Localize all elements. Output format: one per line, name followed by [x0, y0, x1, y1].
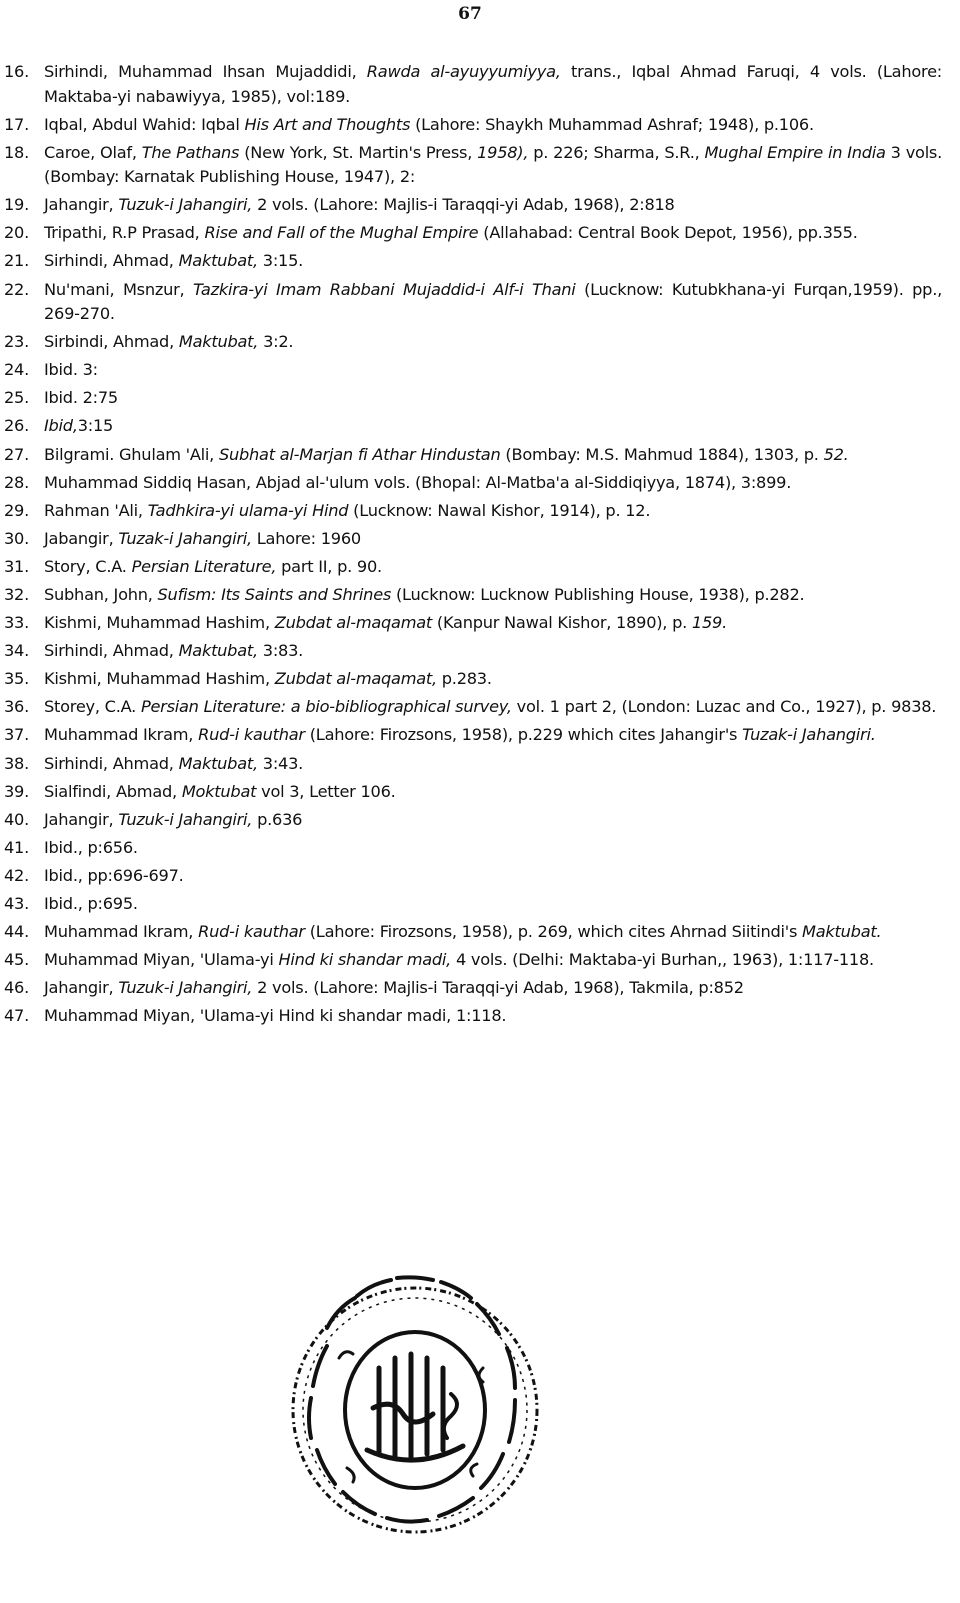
footnote-title-italic: Tadhkira-yi ulama-yi Hind [147, 500, 349, 520]
footnote-text [44, 193, 942, 218]
footnote-list [4, 60, 942, 1033]
footnote-text-run: (New York, St. Martin's Press, [239, 142, 478, 162]
footnote-text [44, 60, 942, 109]
footnote-number: 32. [4, 585, 29, 604]
footnote-title-italic: Maktubat. [802, 922, 882, 942]
footnote-number: 18. [4, 142, 29, 162]
footnote-number: 34. [4, 641, 29, 661]
footnote-text-run: Ibid., p:695. [44, 894, 138, 914]
footnote-title-italic: Maktubat, [178, 753, 258, 773]
footnote-number: 16. [4, 62, 29, 81]
calligraphy-seal [287, 1218, 543, 1602]
footnote-text-run: Subhan, John, [44, 585, 158, 604]
footnote-number: 25. [4, 388, 29, 408]
footnote-text-run: Kishmi, Muhammad Hashim, [44, 669, 275, 689]
seal-inner-oval [345, 1332, 485, 1488]
footnote-text-run: 4 vols. (Delhi: Maktaba-yi Burhan,, 1963), 1:117-118. [451, 950, 874, 970]
footnote-text [44, 752, 942, 777]
footnote-text-run: Jahangir, [44, 809, 119, 829]
footnote-title-italic: Zubdat al-maqamat [274, 613, 432, 633]
footnote-text [44, 920, 942, 945]
footnote-text-run: 2 vols. (Lahore: Majlis-i Taraqqi-yi Adab, 1968), 2:818 [252, 195, 675, 215]
footnote-text-run: Muhammad Ikram, [44, 725, 199, 745]
footnote-title-italic: Maktubat, [178, 332, 259, 352]
footnote-number: 37. [4, 725, 29, 745]
footnote-text [44, 780, 942, 805]
footnote-number: 43. [4, 894, 29, 914]
footnote-title-italic: Rud-i kauthar [198, 922, 305, 942]
footnote-text-run: (Lahore: Firozsons, 1958), p.229 which cites Jahangir's [304, 725, 743, 745]
footnote-number: 46. [4, 978, 29, 998]
footnote-item [4, 976, 942, 1001]
footnote-title-italic: Ibid, [44, 416, 78, 436]
footnote-number: 45. [4, 950, 29, 970]
footnote-item [4, 527, 942, 552]
footnote-item [4, 892, 942, 917]
footnote-number: 23. [4, 332, 29, 352]
footnote-text-run: (Bombay: M.S. Mahmud 1884), 1303, p. [500, 444, 824, 464]
footnote-title-italic: His Art and Thoughts [244, 114, 411, 134]
footnote-number: 22. [4, 279, 29, 299]
footnote-text-run: Muhammad Siddiq Hasan, Abjad al-'ulum vols. (Bhopal: Al-Matba'a al-Siddiqiyya, 1874), 3:899. [44, 472, 792, 492]
footnote-text [44, 113, 942, 138]
footnote-text [44, 892, 942, 917]
seal-inner-calligraphy [367, 1354, 463, 1460]
footnote-text [44, 527, 942, 552]
footnote-item [4, 443, 942, 468]
footnote-text [44, 667, 942, 692]
footnote-text [44, 808, 942, 833]
footnote-item [4, 808, 942, 833]
footnote-title-italic: Moktubat [181, 781, 257, 801]
footnote-text-run: Sirbindi, Ahmad, [44, 332, 179, 352]
footnote-text [44, 358, 942, 383]
footnote-text-run: 3:2. [258, 332, 294, 352]
footnote-text [44, 948, 942, 973]
footnote-text-run: p.636 [252, 809, 303, 829]
footnote-text-run: 2 vols. (Lahore: Majlis-i Taraqqi-yi Adab, 1968), Takmila, p:852 [252, 978, 744, 998]
footnote-text-run: Bilgrami. Ghulam 'Ali, [44, 444, 219, 464]
footnote-text-run: Nu'mani, Msnzur, [44, 279, 193, 299]
footnote-text [44, 221, 942, 246]
footnote-title-italic: Tuzuk-i Jahangiri, [118, 809, 253, 829]
footnote-item [4, 278, 942, 327]
footnote-title-italic: Zubdat al-maqamat, [274, 669, 437, 689]
footnote-title-italic: Rise and Fall of the Mughal Empire [204, 223, 479, 243]
footnote-item [4, 611, 942, 636]
footnote-text-run: (Lucknow: Nawal Kishor, 1914), p. 12. [348, 500, 651, 520]
footnote-text-run: Ibid., p:656. [44, 837, 138, 857]
footnote-title-italic: Tuzuk-i Jahangiri, [118, 195, 253, 215]
footnote-number: 28. [4, 472, 29, 492]
footnote-title-italic: The Pathans [141, 142, 240, 162]
footnote-item [4, 723, 942, 748]
footnote-title-italic: 52. [823, 444, 849, 464]
footnote-title-italic: Tuzak-i Jahangiri. [742, 725, 876, 745]
footnote-item [4, 141, 942, 190]
footnote-title-italic: 159. [691, 613, 727, 633]
footnote-text-run: Lahore: 1960 [251, 528, 361, 548]
footnote-text [44, 141, 942, 190]
footnote-item [4, 330, 942, 355]
footnote-number: 36. [4, 697, 29, 717]
footnote-text-run: Rahman 'Ali, [44, 500, 148, 520]
footnote-item [4, 60, 942, 109]
footnote-text-run: Jahangir, [44, 195, 119, 215]
footnote-number: 19. [4, 195, 29, 215]
footnote-text-run: Muhammad Ikram, [44, 922, 199, 942]
footnote-text-run: p.283. [436, 669, 492, 689]
footnote-text-run: Tripathi, R.P Prasad, [44, 223, 205, 243]
footnote-item [4, 948, 942, 973]
footnote-item [4, 1004, 942, 1029]
footnote-item [4, 920, 942, 945]
footnote-text [44, 249, 942, 274]
footnote-number: 20. [4, 223, 29, 243]
footnote-number: 42. [4, 865, 29, 885]
footnote-title-italic: Subhat al-Marjan fi Athar Hindustan [218, 444, 501, 464]
footnote-text-run: Sirhindi, Ahmad, [44, 753, 179, 773]
footnote-item [4, 471, 942, 496]
footnote-text-run: 3:15 [77, 416, 114, 436]
footnote-text [44, 443, 942, 468]
footnote-text [44, 330, 942, 355]
footnote-item [4, 667, 942, 692]
footnote-item [4, 695, 942, 720]
footnote-text-run: Iqbal, Abdul Wahid: Iqbal [44, 114, 245, 134]
footnote-title-italic: Tuzak-i Jahangiri, [118, 528, 252, 548]
footnote-text-run: Muhammad Miyan, 'Ulama-yi [44, 950, 279, 970]
footnote-number: 44. [4, 922, 29, 942]
footnote-title-italic: Maktubat, [178, 251, 258, 271]
footnote-number: 30. [4, 528, 29, 548]
footnote-number: 33. [4, 613, 29, 633]
footnote-text-run: Jabangir, [44, 528, 119, 548]
footnote-text-run: Sirhindi, Muhammad Ihsan Mujaddidi, [44, 62, 367, 81]
footnote-title-italic: Persian Literature, [131, 556, 277, 576]
footnote-text [44, 639, 942, 664]
footnote-text-run: (Lucknow: Lucknow Publishing House, 1938), p.282. [391, 585, 805, 604]
footnote-text-run: 3:43. [257, 753, 304, 773]
footnote-number: 27. [4, 444, 29, 464]
footnote-title-italic: Persian Literature: a bio-bibliographical survey, [140, 697, 512, 717]
footnote-title-italic: Maktubat, [178, 641, 258, 661]
footnote-title-italic: Rud-i kauthar [198, 725, 305, 745]
footnote-text-run: Jahangir, [44, 978, 119, 998]
footnote-text-run: Ibid. 3: [44, 360, 98, 380]
footnote-item [4, 358, 942, 383]
footnote-number: 29. [4, 500, 29, 520]
footnote-number: 38. [4, 753, 29, 773]
footnote-title-italic: Sufism: Its Saints and Shrines [157, 585, 392, 604]
footnote-text-run: Caroe, Olaf, [44, 142, 142, 162]
footnote-title-italic: Hind ki shandar madi, [278, 950, 452, 970]
footnote-number: 17. [4, 114, 29, 134]
footnote-item [4, 583, 942, 608]
footnote-item [4, 639, 942, 664]
footnote-title-italic: Rawda al-ayuyyumiyya, [366, 62, 561, 81]
footnote-title-italic: Tuzuk-i Jahangiri, [118, 978, 253, 998]
footnote-text-run: Sirhindi, Ahmad, [44, 641, 179, 661]
footnote-text [44, 414, 942, 439]
footnote-title-italic: Tazkira-yi Imam Rabbani Mujaddid-i Alf-i Thani [192, 279, 576, 299]
footnote-text-run: trans., Iqbal Ahmad Faruqi, 4 vols. (Lahore: Maktaba-yi nabawiyya, 1985), vol:189. [44, 62, 942, 106]
footnote-item [4, 414, 942, 439]
footnote-text-run: Sirhindi, Ahmad, [44, 251, 179, 271]
footnote-text-run: Ibid. 2:75 [44, 388, 118, 408]
footnote-number: 31. [4, 556, 29, 576]
footnote-text-run: vol 3, Letter 106. [256, 781, 396, 801]
footnote-item [4, 555, 942, 580]
footnote-number: 35. [4, 669, 29, 689]
footnote-text-run: Storey, C.A. [44, 697, 141, 717]
footnote-text-run: Ibid., pp:696-697. [44, 865, 184, 885]
footnote-text [44, 836, 942, 861]
footnote-item [4, 780, 942, 805]
footnote-text [44, 583, 942, 608]
footnote-text-run: (Lahore: Shaykh Muhammad Ashraf; 1948), p.106. [410, 114, 814, 134]
page-number: 67 [458, 4, 482, 24]
footnote-text-run: 3:83. [257, 641, 304, 661]
footnote-text [44, 723, 942, 748]
footnote-text [44, 695, 942, 720]
footnote-text [44, 864, 942, 889]
footnote-title-italic: Mughal Empire in India [704, 142, 886, 162]
footnote-item [4, 386, 942, 411]
footnote-text [44, 555, 942, 580]
footnote-text-run: p. 226; Sharma, S.R., [528, 142, 705, 162]
footnote-number: 47. [4, 1006, 29, 1026]
footnote-item [4, 752, 942, 777]
footnote-text-run: 3 vols. (Bombay: Karnatak Publishing House, 1947), 2: [44, 142, 943, 187]
footnote-number: 41. [4, 837, 29, 857]
footnote-text [44, 976, 942, 1001]
footnote-item [4, 836, 942, 861]
footnote-text [44, 471, 942, 496]
footnote-text-run: (Kanpur Nawal Kishor, 1890), p. [432, 613, 692, 633]
footnote-title-italic: 1958), [477, 142, 529, 162]
footnote-text [44, 499, 942, 524]
footnote-item [4, 193, 942, 218]
footnote-item [4, 249, 942, 274]
footnote-item [4, 221, 942, 246]
footnote-text-run: vol. 1 part 2, (London: Luzac and Co., 1927), p. 9838. [511, 697, 937, 717]
footnote-text [44, 611, 942, 636]
footnote-text-run: 3:15. [257, 251, 304, 271]
footnote-text [44, 1004, 942, 1029]
footnote-text-run: (Allahabad: Central Book Depot, 1956), pp.355. [478, 223, 858, 243]
footnote-number: 26. [4, 416, 29, 436]
footnote-text-run: Story, C.A. [44, 556, 132, 576]
footnote-number: 21. [4, 251, 29, 271]
footnote-item [4, 864, 942, 889]
footnote-number: 39. [4, 781, 29, 801]
footnote-number: 24. [4, 360, 29, 380]
footnote-number: 40. [4, 809, 29, 829]
footnote-text-run: (Lahore: Firozsons, 1958), p. 269, which cites Ahrnad Siitindi's [304, 922, 803, 942]
footnote-text-run: Sialfindi, Abmad, [44, 781, 182, 801]
footnote-text-run: part II, p. 90. [276, 556, 382, 576]
footnote-text-run: (Lucknow: Kutubkhana-yi Furqan,1959). pp., 269-270. [44, 279, 942, 324]
footnote-text-run: Kishmi, Muhammad Hashim, [44, 613, 275, 633]
footnote-text [44, 386, 942, 411]
footnote-item [4, 499, 942, 524]
footnote-text [44, 278, 942, 327]
footnote-text-run: Muhammad Miyan, 'Ulama-yi Hind ki shandar madi, 1:118. [44, 1006, 507, 1026]
footnote-item [4, 113, 942, 138]
